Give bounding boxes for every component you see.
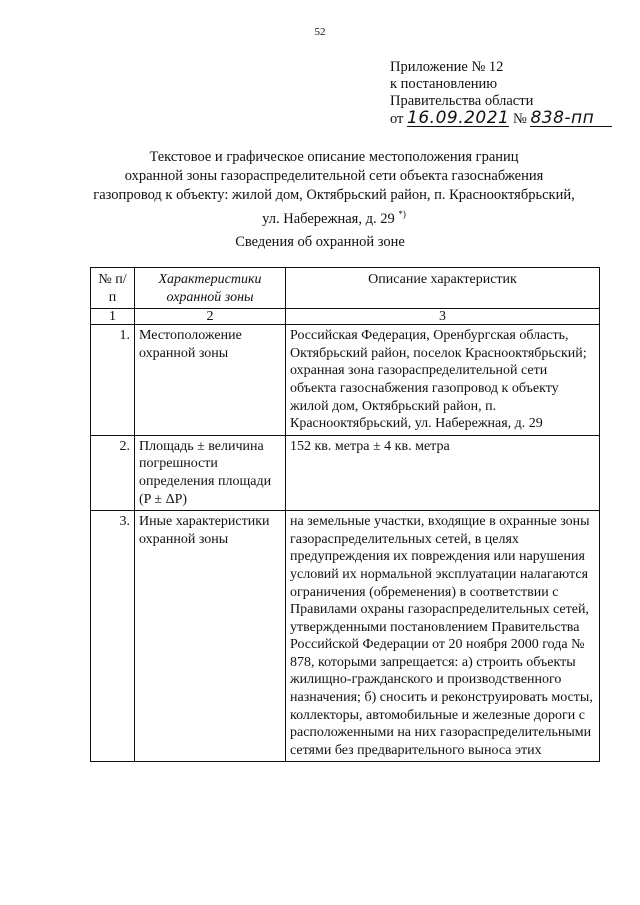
appendix-line-2: к постановлению: [390, 76, 498, 92]
appendix-header: [390, 59, 612, 128]
row-number: 1.: [91, 325, 135, 436]
table-row: [91, 435, 600, 510]
footnote-mark: *): [398, 209, 406, 219]
title-line-4: [60, 205, 608, 229]
handwritten-date: 16.09.2021: [407, 108, 510, 128]
date-prefix: от: [390, 111, 404, 127]
row-characteristic: Площадь ± величина погрешности определения площади (P ± ΔP): [135, 435, 286, 510]
table-header-row: [91, 268, 600, 309]
appendix-date-line: [390, 110, 612, 128]
row-characteristic: Местоположение охранной зоны: [135, 325, 286, 436]
number-prefix: №: [513, 111, 527, 127]
handwritten-number: 838-пп: [530, 110, 612, 127]
page-number: 52: [314, 26, 326, 38]
appendix-line-1: Приложение № 12: [390, 59, 504, 75]
section-subtitle: Сведения об охранной зоне: [235, 234, 405, 250]
column-number: 2: [135, 309, 286, 325]
header-number: № п/п: [91, 268, 135, 309]
column-number: 1: [91, 309, 135, 325]
document-title: [60, 148, 608, 229]
header-characteristic: Характеристики охранной зоны: [135, 268, 286, 309]
title-line-2: охранной зоны газораспределительной сети объекта газоснабжения: [124, 168, 544, 184]
row-characteristic: Иные характеристики охранной зоны: [135, 511, 286, 762]
column-number-row: [91, 309, 600, 325]
row-description: Российская Федерация, Оренбургская область, Октябрьский район, поселок Краснооктябрьский; охранная зона газораспределительной сети объекта газоснабжения газопровод к объекту жилой дом, Октябрьский район, п. Краснооктябрьский, ул. Набережная, д. 29: [286, 325, 600, 436]
row-number: 3.: [91, 511, 135, 762]
appendix-line-3: Правительства области: [390, 93, 534, 109]
title-line-1: Текстовое и графическое описание местоположения границ: [149, 149, 519, 165]
row-number: 2.: [91, 435, 135, 510]
header-description: Описание характеристик: [286, 268, 600, 309]
row-description: на земельные участки, входящие в охранные зоны газораспределительных сетей, в целях предупреждения их повреждения или нарушения условий их нормальной эксплуатации налагаются ограничения (обременения) в соответствии с Правилами охраны газораспределительных сетей, утвержденными постановлением Правительства Российской Федерации от 20 ноября 2000 года № 878, которыми запрещается: а) строить объекты жилищно-гражданского и производственного назначения; б) сносить и реконструировать мосты, коллекторы, автомобильные и железные дороги с расположенными на них газораспределительными сетями без предварительного выноса этих: [286, 511, 600, 762]
title-line-4-text: ул. Набережная, д. 29: [262, 210, 395, 227]
column-number: 3: [286, 309, 600, 325]
protection-zone-table: [90, 267, 600, 762]
table-row: [91, 325, 600, 436]
title-line-3: газопровод к объекту: жилой дом, Октябрьский район, п. Краснооктябрьский,: [93, 187, 575, 203]
row-description: 152 кв. метра ± 4 кв. метра: [286, 435, 600, 510]
table-row: [91, 511, 600, 762]
